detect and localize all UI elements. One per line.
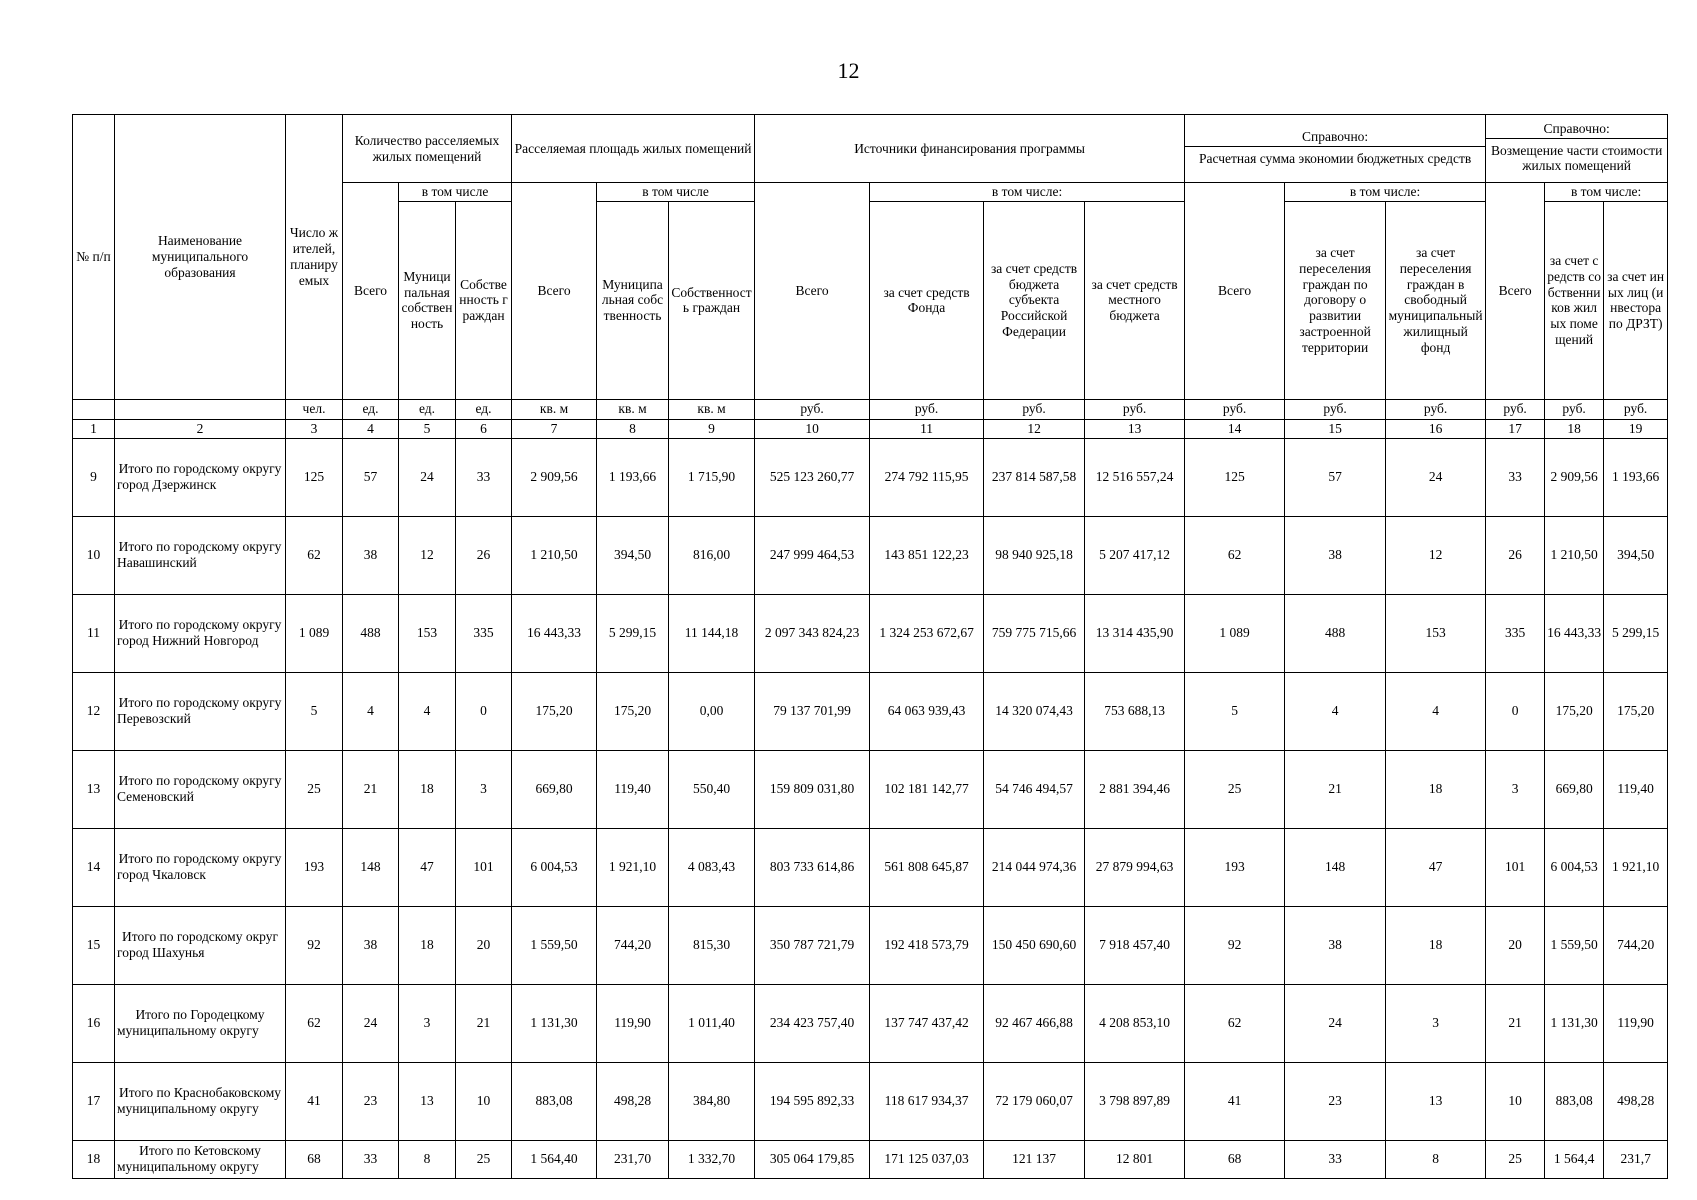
municipality-name: Итого по городскому округу Семеновский (115, 750, 286, 828)
header-fin-incl: в том числе: (870, 183, 1185, 202)
row-number: 16 (73, 984, 115, 1062)
table-cell: 153 (1386, 594, 1486, 672)
header-fin-total: Всего (755, 183, 870, 400)
table-cell: 335 (456, 594, 512, 672)
table-cell: 10 (1486, 1062, 1545, 1140)
table-cell: 5 299,15 (1604, 594, 1668, 672)
header-local-budget: за счет средств местного бюджета (1085, 201, 1185, 399)
table-cell: 2 097 343 824,23 (755, 594, 870, 672)
header-economy-label: Расчетная сумма экономии бюджетных средств (1198, 150, 1472, 166)
unit-cell: руб. (1604, 399, 1668, 419)
header-municipal-area: Муниципальная собственность (597, 201, 669, 399)
table-cell: 3 (1486, 750, 1545, 828)
header-residents: Число жителей, планируемых (286, 115, 343, 400)
column-number-cell: 18 (1545, 419, 1604, 438)
column-number-cell: 13 (1085, 419, 1185, 438)
header-area-incl: в том числе (597, 183, 755, 202)
table-cell: 92 (1185, 906, 1285, 984)
table-cell: 38 (343, 516, 399, 594)
table-cell: 3 (399, 984, 456, 1062)
unit-cell-blank (115, 399, 286, 419)
table-cell: 26 (1486, 516, 1545, 594)
header-economy-group (1185, 115, 1486, 183)
header-compensation-label: Возмещение части стоимости жилых помещений (1490, 142, 1663, 174)
table-cell: 4 (1285, 672, 1386, 750)
table-cell: 21 (456, 984, 512, 1062)
table-cell: 669,80 (512, 750, 597, 828)
table-cell: 21 (1285, 750, 1386, 828)
table-cell: 33 (456, 438, 512, 516)
table-cell: 125 (286, 438, 343, 516)
table-cell: 38 (1285, 906, 1386, 984)
table-cell: 21 (343, 750, 399, 828)
table-cell: 62 (1185, 984, 1285, 1062)
unit-cell: ед. (343, 399, 399, 419)
table-cell: 68 (286, 1140, 343, 1178)
table-cell: 525 123 260,77 (755, 438, 870, 516)
table-cell: 119,90 (1604, 984, 1668, 1062)
table-cell: 143 851 122,23 (870, 516, 984, 594)
units-row (73, 399, 1668, 419)
column-number-cell: 9 (669, 419, 755, 438)
table-cell: 175,20 (597, 672, 669, 750)
header-subject-budget: за счет средств бюджета субъекта Российской Федерации (984, 201, 1085, 399)
table-cell: 0,00 (669, 672, 755, 750)
table-cell: 4 208 853,10 (1085, 984, 1185, 1062)
table-cell: 33 (343, 1140, 399, 1178)
table-cell: 1 089 (286, 594, 343, 672)
column-number-cell: 4 (343, 419, 399, 438)
table-cell: 6 004,53 (512, 828, 597, 906)
table-cell: 25 (1185, 750, 1285, 828)
table-cell: 125 (1185, 438, 1285, 516)
table-cell: 119,90 (597, 984, 669, 1062)
table-cell: 20 (456, 906, 512, 984)
table-cell: 24 (343, 984, 399, 1062)
header-comp-owners: за счет средств собственников жилых помещений (1545, 201, 1604, 399)
table-cell: 92 (286, 906, 343, 984)
column-number-cell: 10 (755, 419, 870, 438)
unit-cell: руб. (1386, 399, 1486, 419)
table-cell: 1 131,30 (1545, 984, 1604, 1062)
table-cell: 1 089 (1185, 594, 1285, 672)
table-cell: 561 808 645,87 (870, 828, 984, 906)
table-cell: 744,20 (1604, 906, 1668, 984)
table-body (73, 438, 1668, 1178)
table-cell: 175,20 (1604, 672, 1668, 750)
municipality-name: Итого по городскому округу Перевозский (115, 672, 286, 750)
table-cell: 6 004,53 (1545, 828, 1604, 906)
table-cell: 1 921,10 (597, 828, 669, 906)
table-cell: 1 193,66 (597, 438, 669, 516)
table-cell: 92 467 466,88 (984, 984, 1085, 1062)
table-cell: 159 809 031,80 (755, 750, 870, 828)
table-cell: 137 747 437,42 (870, 984, 984, 1062)
table-cell: 12 516 557,24 (1085, 438, 1185, 516)
table-cell: 25 (1486, 1140, 1545, 1178)
column-number-cell: 6 (456, 419, 512, 438)
unit-cell: руб. (1545, 399, 1604, 419)
table-cell: 102 181 142,77 (870, 750, 984, 828)
column-number-cell: 16 (1386, 419, 1486, 438)
table-row (73, 1062, 1668, 1140)
table-cell: 13 (399, 1062, 456, 1140)
unit-cell: кв. м (669, 399, 755, 419)
header-comp-incl: в том числе: (1545, 183, 1668, 202)
table-cell: 498,28 (1604, 1062, 1668, 1140)
table-cell: 38 (343, 906, 399, 984)
table-cell: 1 559,50 (1545, 906, 1604, 984)
table-cell: 5 (286, 672, 343, 750)
table-cell: 16 443,33 (512, 594, 597, 672)
table-cell: 394,50 (597, 516, 669, 594)
table-cell: 1 131,30 (512, 984, 597, 1062)
table-cell: 335 (1486, 594, 1545, 672)
unit-cell: ед. (399, 399, 456, 419)
table-cell: 101 (1486, 828, 1545, 906)
table-cell: 26 (456, 516, 512, 594)
table-cell: 27 879 994,63 (1085, 828, 1185, 906)
row-number: 12 (73, 672, 115, 750)
table-row (73, 1140, 1668, 1178)
municipality-name: Итого по Городецкому муниципальному округу (115, 984, 286, 1062)
row-number: 17 (73, 1062, 115, 1140)
table-cell: 1 559,50 (512, 906, 597, 984)
header-econ-contract: за счет переселения граждан по договору о развитии застроенной территории (1285, 201, 1386, 399)
table-cell: 12 801 (1085, 1140, 1185, 1178)
municipality-name: Итого по Кетовскому муниципальному округу (115, 1140, 286, 1178)
table-cell: 150 450 690,60 (984, 906, 1085, 984)
table-cell: 744,20 (597, 906, 669, 984)
municipality-name: Итого по городскому округу город Чкаловск (115, 828, 286, 906)
table-row (73, 984, 1668, 1062)
column-number-cell: 1 (73, 419, 115, 438)
header-count-total: Всего (343, 183, 399, 400)
table-cell: 24 (1285, 984, 1386, 1062)
table-cell: 24 (1386, 438, 1486, 516)
header-name: Наименование муниципального образования (115, 115, 286, 400)
table-cell: 24 (399, 438, 456, 516)
table-cell: 79 137 701,99 (755, 672, 870, 750)
table-cell: 350 787 721,79 (755, 906, 870, 984)
table-cell: 18 (399, 906, 456, 984)
table-cell: 193 (286, 828, 343, 906)
header-finance-group: Источники финансирования программы (755, 115, 1185, 183)
column-number-cell: 15 (1285, 419, 1386, 438)
municipality-name: Итого по городскому округу город Дзержинск (115, 438, 286, 516)
table-cell: 194 595 892,33 (755, 1062, 870, 1140)
table-cell: 14 320 074,43 (984, 672, 1085, 750)
table-cell: 1 011,40 (669, 984, 755, 1062)
table-cell: 1 332,70 (669, 1140, 755, 1178)
header-municipal-count: Муниципальная собственность (399, 201, 456, 399)
table-cell: 1 324 253 672,67 (870, 594, 984, 672)
header-private-count: Собственность граждан (456, 201, 512, 399)
table-cell: 175,20 (1545, 672, 1604, 750)
column-number-cell: 14 (1185, 419, 1285, 438)
column-number-cell: 5 (399, 419, 456, 438)
table-cell: 2 909,56 (1545, 438, 1604, 516)
table-cell: 3 798 897,89 (1085, 1062, 1185, 1140)
header-private-area: Собственность граждан (669, 201, 755, 399)
table-cell: 16 443,33 (1545, 594, 1604, 672)
table-cell: 759 775 715,66 (984, 594, 1085, 672)
table-cell: 12 (399, 516, 456, 594)
table-cell: 47 (1386, 828, 1486, 906)
column-number-cell: 7 (512, 419, 597, 438)
table-cell: 18 (399, 750, 456, 828)
table-row (73, 828, 1668, 906)
unit-cell: руб. (1285, 399, 1386, 419)
table-cell: 550,40 (669, 750, 755, 828)
unit-cell: кв. м (512, 399, 597, 419)
header-econ-total: Всего (1185, 183, 1285, 400)
row-number: 11 (73, 594, 115, 672)
table-cell: 175,20 (512, 672, 597, 750)
table-cell: 18 (1386, 906, 1486, 984)
table-cell: 193 (1185, 828, 1285, 906)
table-cell: 753 688,13 (1085, 672, 1185, 750)
column-number-cell: 12 (984, 419, 1085, 438)
header-fund: за счет средств Фонда (870, 201, 984, 399)
column-number-cell: 11 (870, 419, 984, 438)
table-cell: 72 179 060,07 (984, 1062, 1085, 1140)
table-cell: 5 299,15 (597, 594, 669, 672)
table-cell: 25 (286, 750, 343, 828)
table-cell: 62 (1185, 516, 1285, 594)
municipality-name: Итого по городскому округ город Шахунья (115, 906, 286, 984)
table-cell: 5 (1185, 672, 1285, 750)
table-cell: 101 (456, 828, 512, 906)
table-cell: 64 063 939,43 (870, 672, 984, 750)
table-cell: 33 (1486, 438, 1545, 516)
table-cell: 119,40 (597, 750, 669, 828)
table-cell: 20 (1486, 906, 1545, 984)
table-cell: 153 (399, 594, 456, 672)
unit-cell: ед. (456, 399, 512, 419)
table-cell: 231,70 (597, 1140, 669, 1178)
table-row (73, 438, 1668, 516)
table-cell: 488 (1285, 594, 1386, 672)
table-row (73, 750, 1668, 828)
table-row (73, 516, 1668, 594)
table-cell: 8 (399, 1140, 456, 1178)
table-cell: 13 (1386, 1062, 1486, 1140)
column-number-cell: 19 (1604, 419, 1668, 438)
table-cell: 816,00 (669, 516, 755, 594)
table-cell: 803 733 614,86 (755, 828, 870, 906)
header-area-group: Расселяемая площадь жилых помещений (512, 115, 755, 183)
table-cell: 3 (456, 750, 512, 828)
table-cell: 7 918 457,40 (1085, 906, 1185, 984)
unit-cell: руб. (984, 399, 1085, 419)
table-cell: 274 792 115,95 (870, 438, 984, 516)
header-count-incl: в том числе (399, 183, 512, 202)
table-cell: 33 (1285, 1140, 1386, 1178)
row-number: 9 (73, 438, 115, 516)
row-number: 14 (73, 828, 115, 906)
table-cell: 18 (1386, 750, 1486, 828)
unit-cell: руб. (1085, 399, 1185, 419)
table-cell: 234 423 757,40 (755, 984, 870, 1062)
table-cell: 23 (343, 1062, 399, 1140)
municipality-name: Итого по городскому округу город Нижний Новгород (115, 594, 286, 672)
header-comp-total: Всего (1486, 183, 1545, 400)
table-cell: 3 (1386, 984, 1486, 1062)
column-number-cell: 17 (1486, 419, 1545, 438)
table-cell: 57 (343, 438, 399, 516)
table-cell: 25 (456, 1140, 512, 1178)
table-row (73, 594, 1668, 672)
table-cell: 815,30 (669, 906, 755, 984)
unit-cell: руб. (870, 399, 984, 419)
table-cell: 192 418 573,79 (870, 906, 984, 984)
table-cell: 98 940 925,18 (984, 516, 1085, 594)
table-cell: 12 (1386, 516, 1486, 594)
table-cell: 118 617 934,37 (870, 1062, 984, 1140)
table-cell: 384,80 (669, 1062, 755, 1140)
relocation-summary-table (72, 114, 1668, 1179)
unit-cell-blank (73, 399, 115, 419)
table-cell: 1 210,50 (1545, 516, 1604, 594)
table-cell: 11 144,18 (669, 594, 755, 672)
table-cell: 883,08 (512, 1062, 597, 1140)
table-cell: 148 (343, 828, 399, 906)
table-cell: 2 909,56 (512, 438, 597, 516)
table-row (73, 672, 1668, 750)
table-cell: 1 715,90 (669, 438, 755, 516)
page-number: 12 (837, 58, 860, 83)
table-cell: 4 083,43 (669, 828, 755, 906)
table-cell: 41 (286, 1062, 343, 1140)
table-cell: 1 564,40 (512, 1140, 597, 1178)
table-cell: 119,40 (1604, 750, 1668, 828)
table-cell: 62 (286, 984, 343, 1062)
table-cell: 1 193,66 (1604, 438, 1668, 516)
unit-cell: руб. (1486, 399, 1545, 419)
row-number: 15 (73, 906, 115, 984)
header-area-total: Всего (512, 183, 597, 400)
table-cell: 1 210,50 (512, 516, 597, 594)
column-number-cell: 2 (115, 419, 286, 438)
header-reference-note: Справочно: (1486, 121, 1667, 139)
table-cell: 13 314 435,90 (1085, 594, 1185, 672)
column-numbers-row (73, 419, 1668, 438)
unit-cell: руб. (755, 399, 870, 419)
table-cell: 62 (286, 516, 343, 594)
header-num: № п/п (73, 115, 115, 400)
table-cell: 41 (1185, 1062, 1285, 1140)
table-cell: 669,80 (1545, 750, 1604, 828)
table-cell: 498,28 (597, 1062, 669, 1140)
unit-cell: руб. (1185, 399, 1285, 419)
table-cell: 305 064 179,85 (755, 1140, 870, 1178)
header-compensation-group (1486, 115, 1668, 183)
table-cell: 4 (1386, 672, 1486, 750)
table-cell: 8 (1386, 1140, 1486, 1178)
header-comp-other: за счет иных лиц (инвестора по ДРЗТ) (1604, 201, 1668, 399)
table-cell: 4 (343, 672, 399, 750)
table-cell: 214 044 974,36 (984, 828, 1085, 906)
unit-cell: кв. м (597, 399, 669, 419)
municipality-name: Итого по Краснобаковскому муниципальному округу (115, 1062, 286, 1140)
table-cell: 54 746 494,57 (984, 750, 1085, 828)
header-econ-incl: в том числе: (1285, 183, 1486, 202)
table-cell: 237 814 587,58 (984, 438, 1085, 516)
table-cell: 57 (1285, 438, 1386, 516)
table-cell: 23 (1285, 1062, 1386, 1140)
row-number: 10 (73, 516, 115, 594)
table-cell: 121 137 (984, 1140, 1085, 1178)
row-number: 13 (73, 750, 115, 828)
unit-cell: чел. (286, 399, 343, 419)
municipality-name: Итого по городскому округу Навашинский (115, 516, 286, 594)
table-cell: 5 207 417,12 (1085, 516, 1185, 594)
table-cell: 68 (1185, 1140, 1285, 1178)
table-row (73, 906, 1668, 984)
table-cell: 171 125 037,03 (870, 1140, 984, 1178)
table-cell: 38 (1285, 516, 1386, 594)
table-cell: 21 (1486, 984, 1545, 1062)
header-count-group: Количество расселяемых жилых помещений (343, 115, 512, 183)
table-cell: 0 (456, 672, 512, 750)
table-cell: 47 (399, 828, 456, 906)
table-cell: 10 (456, 1062, 512, 1140)
header-reference-note: Справочно: (1185, 129, 1485, 147)
column-number-cell: 8 (597, 419, 669, 438)
table-cell: 148 (1285, 828, 1386, 906)
table-cell: 1 564,4 (1545, 1140, 1604, 1178)
table-cell: 1 921,10 (1604, 828, 1668, 906)
table-cell: 2 881 394,46 (1085, 750, 1185, 828)
row-number: 18 (73, 1140, 115, 1178)
header-econ-free: за счет переселения граждан в свободный муниципальный жилищный фонд (1386, 201, 1486, 399)
table-cell: 394,50 (1604, 516, 1668, 594)
column-number-cell: 3 (286, 419, 343, 438)
table-cell: 488 (343, 594, 399, 672)
table-cell: 4 (399, 672, 456, 750)
table-cell: 231,7 (1604, 1140, 1668, 1178)
table-cell: 0 (1486, 672, 1545, 750)
table-cell: 883,08 (1545, 1062, 1604, 1140)
table-cell: 247 999 464,53 (755, 516, 870, 594)
